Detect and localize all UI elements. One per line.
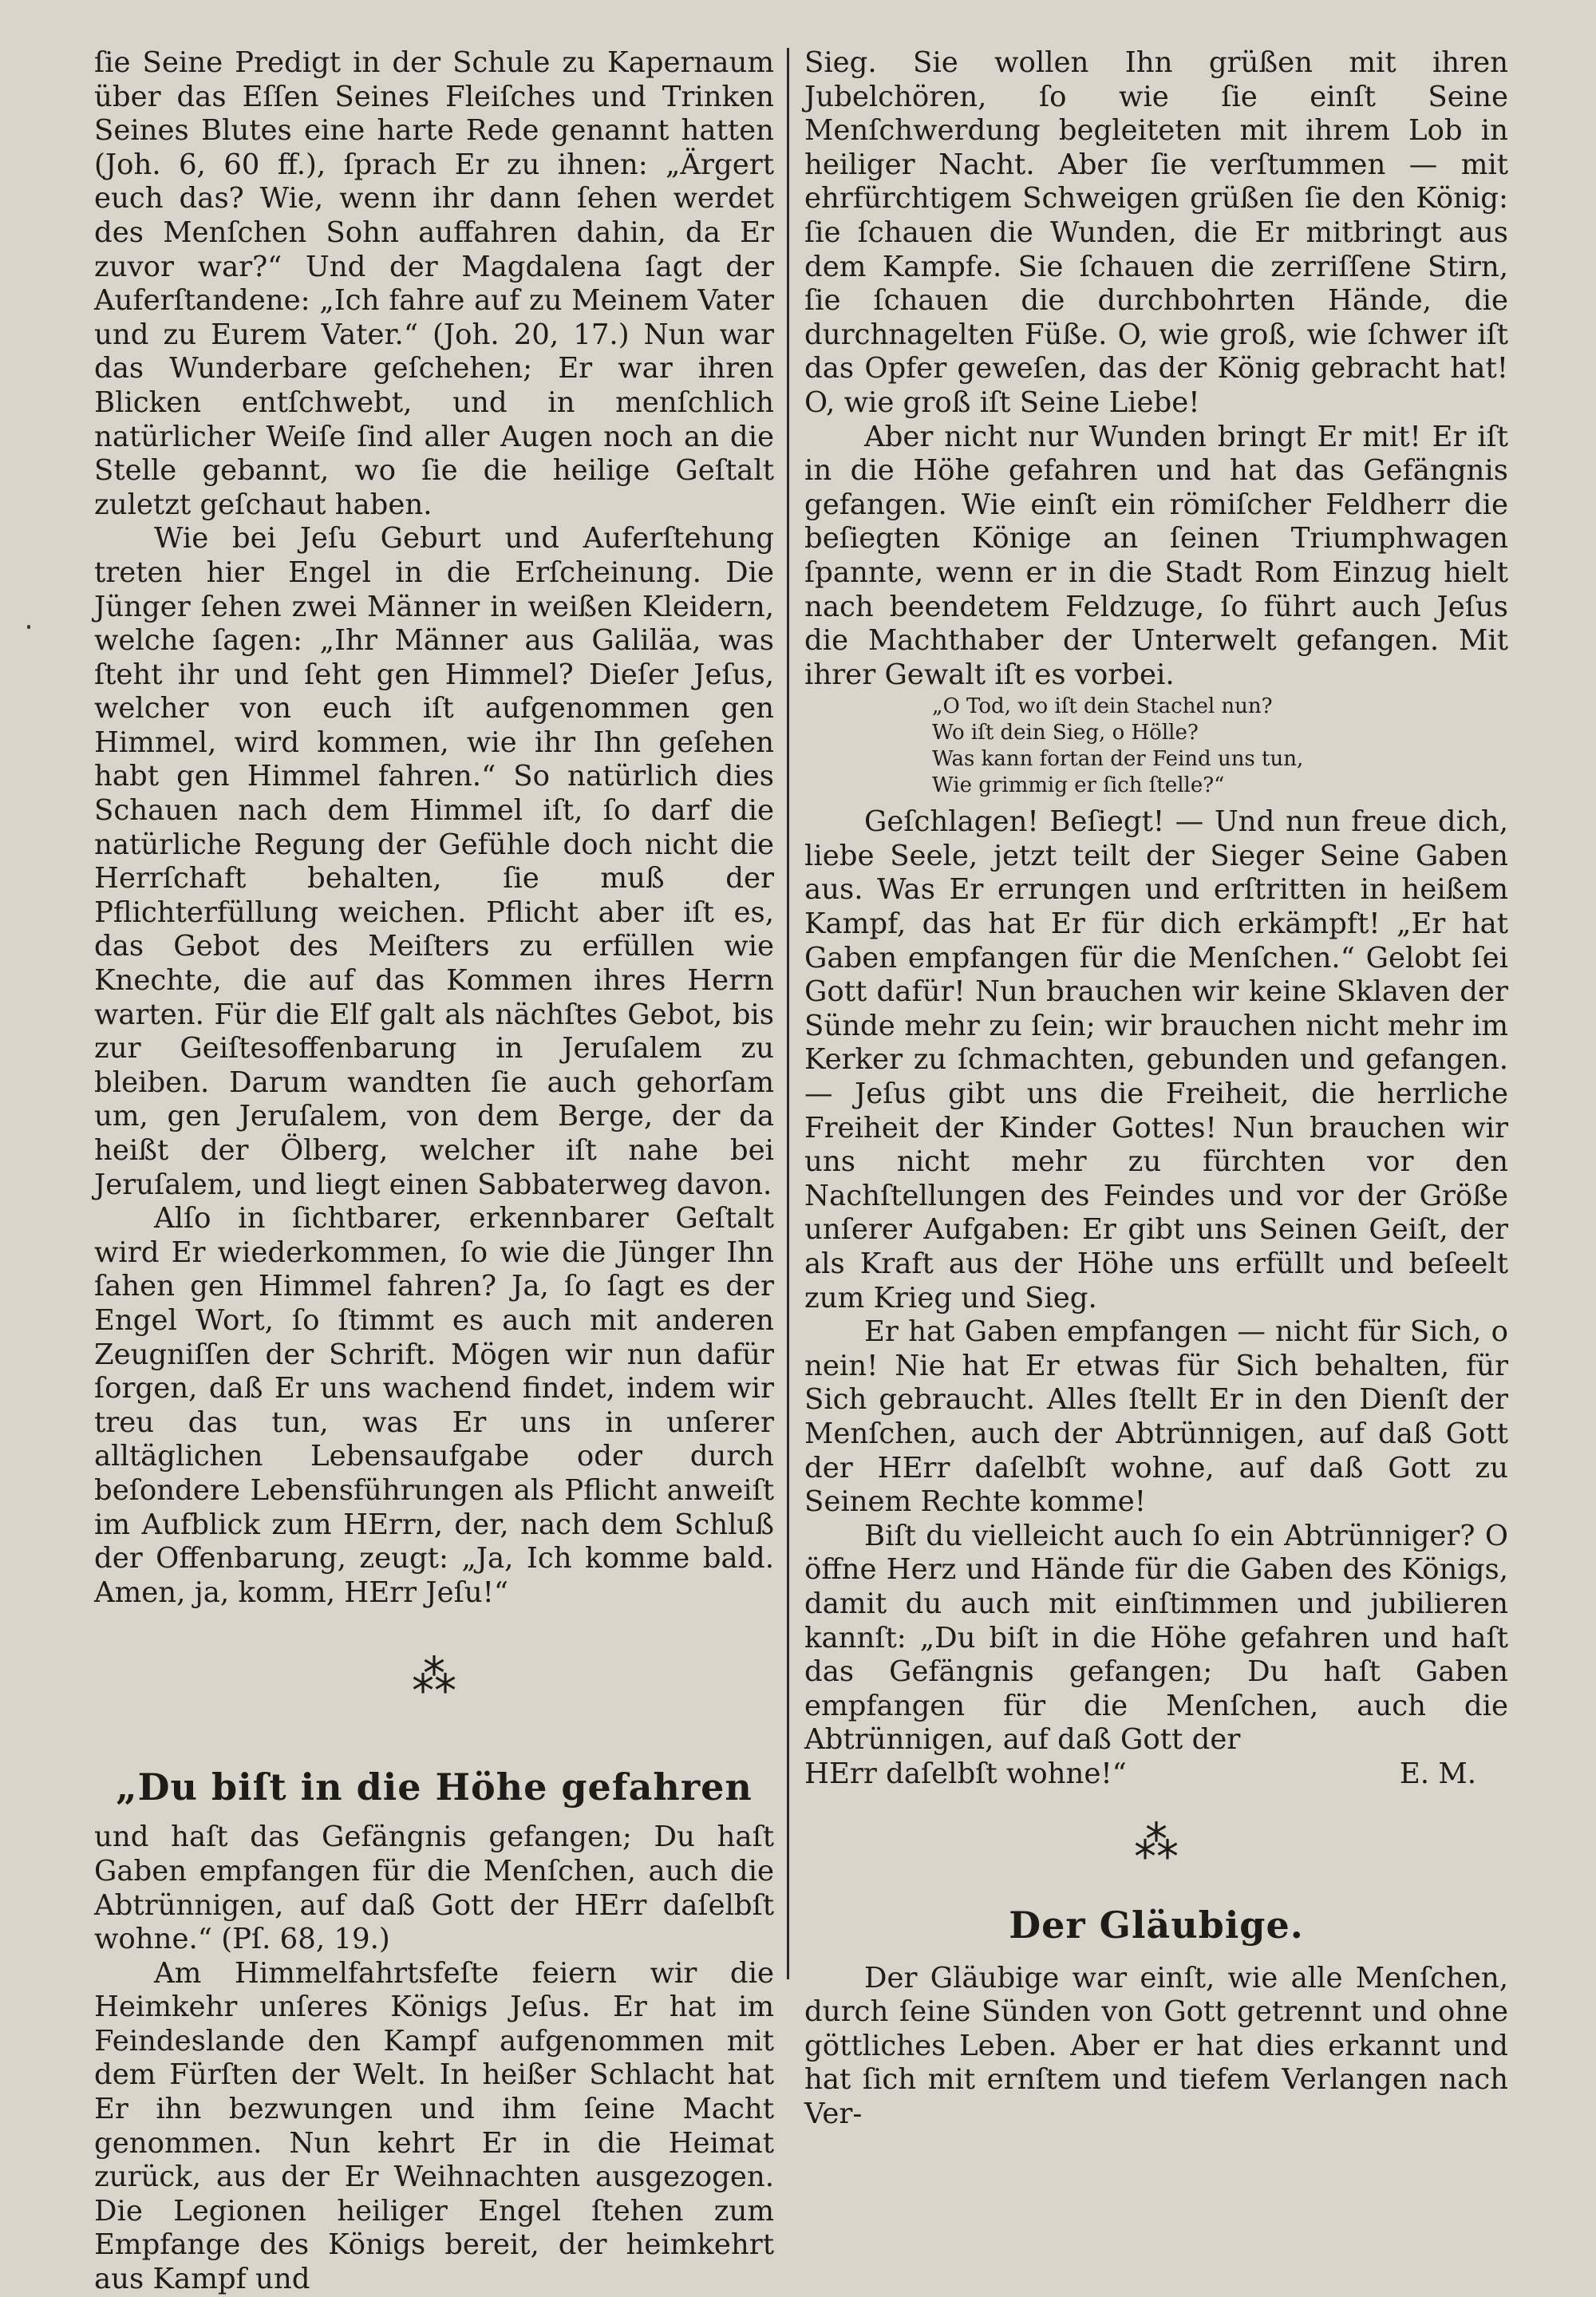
hymn-quote <box>932 694 1508 799</box>
paragraph: Der Gläubige war einſt, wie alle Menſchen, durch ſeine Sünden von Gott getrennt und ohne göttliches Leben. Aber er hat dies erkannt und hat ſich mit ernſtem und tiefem Verlangen nach Ver- <box>804 1961 1508 2130</box>
paragraph: Wie bei Jeſu Geburt und Auferſtehung treten hier Engel in die Erſcheinung. Die Jünger ſehen zwei Männer in weißen Kleidern, welche ſagen: „Ihr Männer aus Galiläa, was ſteht ihr und ſeht gen Himmel? Dieſer Jeſus, welcher von euch iſt aufgenommen gen Himmel, wird kommen, wie ihr Ihn geſehen habt gen Himmel fahren.“ So natürlich dies Schauen nach dem Himmel iſt, ſo darf die natürliche Regung der Gefühle doch nicht die Herrſchaft behalten, ſie muß der Pflichterfüllung weichen. Pflicht aber iſt es, das Gebot des Meiſters zu erfüllen wie Knechte, die auf das Kommen ihres Herrn warten. Für die Elf galt als nächſtes Gebot, bis zur Geiſtesoffenbarung in Jeruſalem zu bleiben. Darum wandten ſie auch gehorſam um, gen Jeruſalem, von dem Berge, der da heißt der Ölberg, welcher iſt nahe bei Jeruſalem, und liegt einen Sabbaterweg davon. <box>94 522 774 1201</box>
paragraph: Aber nicht nur Wunden bringt Er mit! Er iſt in die Höhe gefahren und hat das Gefängnis gefangen. Wie einſt ein römiſcher Feldherr die beſiegten Könige an ſeinen Triumphwagen ſpannte, wenn er in die Stadt Rom Einzug hielt nach beendetem Feldzuge, ſo führt auch Jeſus die Machthaber der Unterwelt gefangen. Mit ihrer Gewalt iſt es vorbei. <box>804 420 1508 691</box>
ornament-icon: ⁂ <box>1134 1817 1179 1869</box>
ink-speck <box>27 625 30 629</box>
article-title: „Du biſt in die Höhe gefahren <box>116 1765 753 1809</box>
ornament-icon: ⁂ <box>412 1651 456 1704</box>
paragraph: Alſo in ſichtbarer, erkennbarer Geſtalt wird Er wiederkommen, ſo wie die Jünger Ihn ſahen gen Himmel fahren? Ja, ſo ſagt es der Engel Wort, ſo ſtimmt es auch mit anderen Zeugniſſen der Schrift. Mögen wir nun dafür ſorgen, daß Er uns wachend findet, indem wir treu das tun, was Er uns in unſerer alltäglichen Lebensaufgabe oder durch beſondere Lebensführungen als Pflicht anweiſt im Aufblick zum HErrn, der, nach dem Schluß der Offenbarung, zeugt: „Ja, Ich komme bald. Amen, ja, komm, HErr Jeſu!“ <box>94 1202 774 1609</box>
paragraph-end: HErr daſelbſt wohne!“ <box>804 1757 1127 1790</box>
article-title: Der Gläubige. <box>1009 1903 1304 1947</box>
paragraph: Biſt du vielleicht auch ſo ein Abtrünniger? O öffne Herz und Hände für die Gaben des Königs, damit du auch mit einſtimmen und jubilieren kannſt: „Du biſt in die Höhe gefahren und haſt das Gefängnis gefangen; Du haſt Gaben empfangen für die Menſchen, auch die Abtrünnigen, auf daß Gott der <box>804 1519 1508 1757</box>
hymn-line: „O Tod, wo iſt dein Stachel nun? <box>932 694 1273 719</box>
author-signature: E. M. <box>1399 1757 1476 1790</box>
paragraph: ſie Seine Predigt in der Schule zu Kapernaum über das Eſſen Seines Fleiſches und Trinken Seines Blutes eine harte Rede genannt hatten (Joh. 6, 60 ff.), ſprach Er zu ihnen: „Ärgert euch das? Wie, wenn ihr dann ſehen werdet des Menſchen Sohn auffahren dahin, da Er zuvor war?“ Und der Magdalena ſagt der Auferſtandene: „Ich fahre auf zu Meinem Vater und zu Eurem Vater.“ (Joh. 20, 17.) Nun war das Wunderbare geſchehen; Er war ihren Blicken entſchwebt, und in menſchlich natürlicher Weiſe ſind aller Augen noch an die Stelle gebannt, wo ſie die heilige Geſtalt zuletzt geſchaut haben. <box>94 46 774 521</box>
paragraph: Geſchlagen! Beſiegt! — Und nun freue dich, liebe Seele, jetzt teilt der Sieger Seine Gaben aus. Was Er errungen und erſtritten in heißem Kampf, das hat Er für dich erkämpft! „Er hat Gaben empfangen für die Menſchen.“ Gelobt ſei Gott dafür! Nun brauchen wir keine Sklaven der Sünde mehr zu ſein; wir brauchen nicht mehr im Kerker zu ſchmachten, gebunden und gefangen. — Jeſus gibt uns die Freiheit, die herrliche Freiheit der Kinder Gottes! Nun brauchen wir uns nicht mehr zu fürchten vor den Nachſtellungen des Feindes und vor der Größe unſerer Aufgaben: Er gibt uns Seinen Geiſt, der als Kraft aus der Höhe uns erfüllt und beſeelt zum Krieg und Sieg. <box>804 805 1508 1315</box>
hymn-line: Was kann fortan der Feind uns tun, <box>932 747 1304 772</box>
paragraph: Er hat Gaben empfangen — nicht für Sich, o nein! Nie hat Er etwas für Sich behalten, für Sich gebraucht. Alles ſtellt Er in den Dienſt der Menſchen, auch der Abtrünnigen, auf daß Gott der HErr daſelbſt wohne, auf daß Gott zu Seinem Rechte komme! <box>804 1315 1508 1519</box>
title-motto: und haſt das Gefängnis gefangen; Du haſt Gaben empfangen für die Menſchen, auch die Abtrünnigen, auf daß Gott der HErr daſelbſt wohne.“ (Pſ. 68, 19.) <box>94 1821 774 1956</box>
hymn-line: Wo iſt dein Sieg, o Hölle? <box>932 721 1199 745</box>
left-column <box>94 46 774 2297</box>
right-column <box>804 46 1508 2131</box>
hymn-line: Wie grimmig er ſich ſtelle?“ <box>932 773 1225 798</box>
closing-line <box>804 1757 1508 1792</box>
column-divider <box>787 48 789 1979</box>
paragraph: Sieg. Sie wollen Ihn grüßen mit ihren Jubelchören, ſo wie ſie einſt Seine Menſchwerdung begleiteten mit ihrem Lob in heiliger Nacht. Aber ſie verſtummen — mit ehrfürchtigem Schweigen grüßen ſie den König: ſie ſchauen die Wunden, die Er mitbringt aus dem Kampfe. Sie ſchauen die zerriſſene Stirn, ſie ſchauen die durchbohrten Hände, die durchnagelten Füße. O, wie groß, wie ſchwer iſt das Opfer geweſen, das der König gebracht hat! O, wie groß iſt Seine Liebe! <box>804 46 1508 419</box>
paragraph: Am Himmelfahrtsfeſte feiern wir die Heimkehr unſeres Königs Jeſus. Er hat im Feindeslande den Kampf aufgenommen mit dem Fürſten der Welt. In heißer Schlacht hat Er ihn bezwungen und ihm ſeine Macht genommen. Nun kehrt Er in die Heimat zurück, aus der Er Weihnachten ausgezogen. Die Legionen heiliger Engel ſtehen zum Empfange des Königs bereit, der heimkehrt aus Kampf und <box>94 1956 774 2296</box>
